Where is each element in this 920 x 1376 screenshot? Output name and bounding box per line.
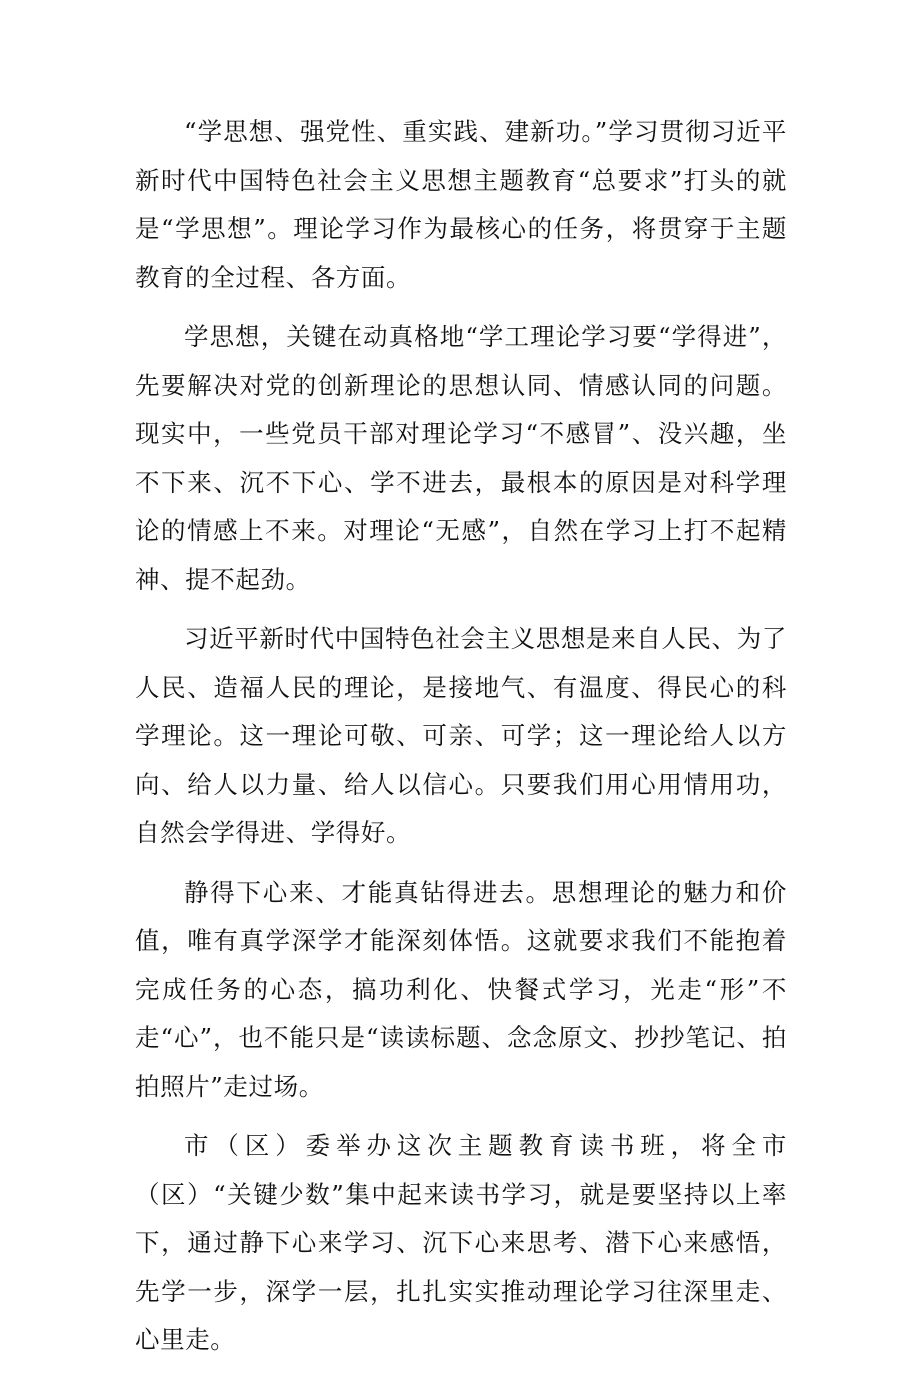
paragraph-2: 学思想，关键在动真格地“学工理论学习要“学得进”，先要解决对党的创新理论的思想认同、情感认同的问题。现实中，一些党员干部对理论学习“不感冒”、没兴趣，坐不下来、沉不下心、学不进去，最根本的原因是对科学理论的情感上不来。对理论“无感”，自然在学习上打不起精神、提不起劲。 (135, 322, 787, 594)
paragraph-1: “学思想、强党性、重实践、建新功。”学习贯彻习近平新时代中国特色社会主义思想主题教育“总要求”打头的就是“学思想”。理论学习作为最核心的任务，将贯穿于主题教育的全过程、各方面。 (135, 117, 787, 292)
paragraph-3: 习近平新时代中国特色社会主义思想是来自人民、为了人民、造福人民的理论，是接地气、有温度、得民心的科学理论。这一理论可敬、可亲、可学；这一理论给人以方向、给人以力量、给人以信心。只要我们用心用情用功，自然会学得进、学得好。 (135, 624, 787, 847)
paragraph-4: 静得下心来、才能真钻得进去。思想理论的魅力和价值，唯有真学深学才能深刻体悟。这就要求我们不能抱着完成任务的心态，搞功利化、快餐式学习，光走“形”不走“心”，也不能只是“读读标题、念念原文、抄抄笔记、拍拍照片”走过场。 (135, 877, 787, 1101)
document-body (135, 108, 787, 1376)
paragraph-5: 市（区）委举办这次主题教育读书班，将全市（区）“关键少数”集中起来读书学习，就是要坚持以上率下，通过静下心来学习、沉下心来思考、潜下心来感悟，先学一步，深学一层，扎扎实实推动理论学习往深里走、心里走。 (135, 1131, 787, 1354)
